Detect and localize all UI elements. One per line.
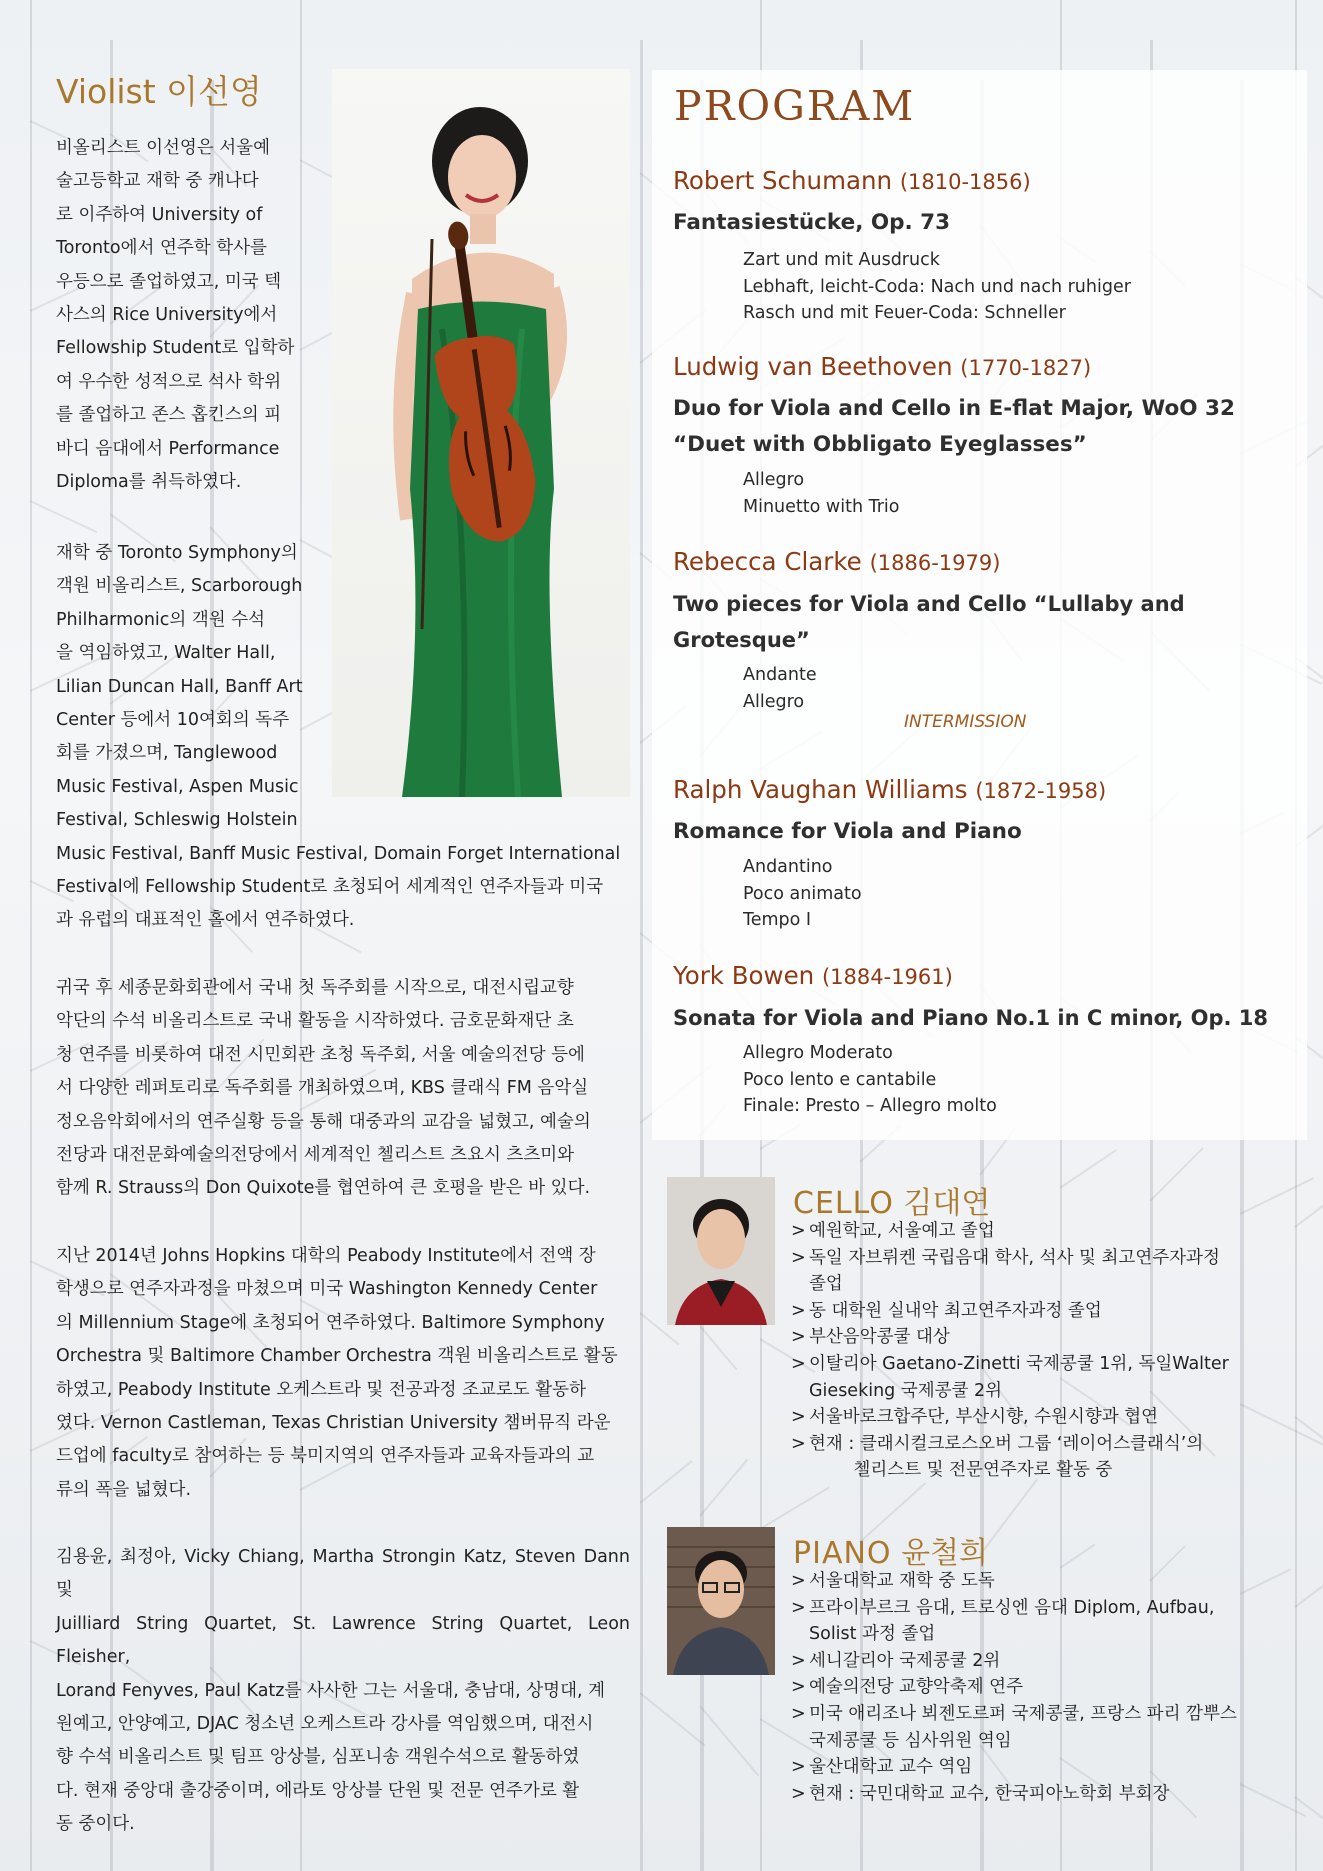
- bio-item-line: 국제콩쿨 등 심사위원 역임: [809, 1730, 1012, 1751]
- pianist-name: 윤철희: [901, 1536, 989, 1571]
- tree-branch: [699, 1325, 737, 1370]
- bio-line: 객원 비올리스트, Scarborough: [56, 576, 303, 597]
- bio-line: 정오음악회에서의 연주실황 등을 통해 대중과의 교감을 넓혔고, 예술의: [56, 1111, 591, 1132]
- violist-title: Violist 이선영: [56, 72, 262, 111]
- composer-line: [673, 166, 1131, 195]
- bio-line: 김용윤, 최정아, Vicky Chiang, Martha Strongin Katz, Steven Dann 및: [56, 1547, 630, 1601]
- composer-name: Rebecca Clarke: [673, 547, 862, 576]
- bio-item: [791, 1245, 1281, 1298]
- bio-item: [791, 1701, 1291, 1754]
- cellist-name: 김대연: [903, 1186, 991, 1221]
- bio-line: Lilian Duncan Hall, Banff Art: [56, 676, 303, 697]
- composer-years: (1810-1856): [899, 170, 1031, 194]
- bio-line: 청 연주를 비롯하여 대전 시민회관 초청 독주회, 서울 예술의전당 등에: [56, 1044, 585, 1065]
- tree-branch: [1294, 1568, 1323, 1608]
- tree-trunk: [30, 0, 32, 1871]
- bio-item-line: 졸업: [809, 1274, 843, 1295]
- bio-item-line: 현재 : 클래시컬크로스오버 그룹 ‘레이어스클래식’의: [809, 1433, 1204, 1454]
- bio-line: 로 이주하여 University of: [56, 204, 263, 225]
- bio-item: [791, 1218, 1281, 1245]
- bio-line: 술고등학교 재학 중 캐나다: [56, 171, 259, 192]
- bio-line: 비올리스트 이선영은 서울예: [56, 138, 270, 158]
- bio-paragraph-1: [56, 132, 312, 499]
- bio-line: Toronto에서 연주학 학사를: [56, 238, 267, 259]
- chevron-right-icon: >: [791, 1703, 806, 1724]
- bio-paragraph-3: [56, 972, 630, 1206]
- violist-portrait: [332, 69, 630, 797]
- bio-item-line: 예술의전당 교향악축제 연주: [809, 1677, 1023, 1698]
- work-title: Two pieces for Viola and Cello “Lullaby and Grotesque”: [673, 592, 1185, 652]
- movement: Lebhaft, leicht-Coda: Nach und nach ruhiger: [743, 276, 1131, 297]
- composer-name: York Bowen: [673, 961, 815, 990]
- bio-item: [791, 1674, 1291, 1701]
- bio-line: 지난 2014년 Johns Hopkins 대학의 Peabody Institute에서 전액 장: [56, 1246, 596, 1266]
- cellist-heading: [793, 1178, 990, 1222]
- bio-line: 함께 R. Strauss의 Don Quixote를 협연하여 큰 호평을 받은 바 있다.: [56, 1178, 591, 1199]
- bio-paragraph-2: [56, 537, 621, 938]
- bio-item-line: 프라이부르크 음대, 트로싱엔 음대 Diplom, Aufbau,: [809, 1597, 1215, 1618]
- work-title: Fantasiestücke, Op. 73: [673, 210, 951, 235]
- bio-line: 드업에 faculty로 참여하는 등 북미지역의 연주자들과 교육자들과의 교: [56, 1446, 595, 1467]
- work-title: Sonata for Viola and Piano No.1 in C minor, Op. 18: [673, 1006, 1269, 1030]
- bio-line: 을 역임하였고, Walter Hall,: [56, 643, 276, 664]
- bio-line: Juilliard String Quartet, St. Lawrence String Quartet, Leon Fleisher,: [56, 1613, 630, 1668]
- movement: Allegro: [743, 470, 805, 490]
- tree-branch: [639, 1460, 692, 1504]
- bio-item: [791, 1781, 1291, 1808]
- program-piece: [673, 775, 1106, 934]
- work-subtitle: “Duet with Obbligato Eyeglasses”: [673, 432, 1087, 457]
- bio-line: Orchestra 및 Baltimore Chamber Orchestra 객원 비올리스트로 활동: [56, 1346, 618, 1367]
- bio-line: 의 Millennium Stage에 초청되어 연주하였다. Baltimore Symphony: [56, 1312, 605, 1333]
- cellist-photo: [667, 1177, 775, 1325]
- bio-item: [791, 1324, 1281, 1351]
- bio-line: Center 등에서 10여회의 독주: [56, 710, 290, 731]
- pianist-bio-list: [791, 1568, 1291, 1807]
- chevron-right-icon: >: [791, 1327, 806, 1348]
- movement: Rasch und mit Feuer-Coda: Schneller: [743, 303, 1066, 323]
- bio-item: [791, 1431, 1281, 1484]
- bio-item-line: 예원학교, 서울예고 졸업: [809, 1221, 995, 1241]
- bio-line: 우등으로 졸업하였고, 미국 텍: [56, 271, 282, 292]
- chevron-right-icon: >: [791, 1757, 806, 1778]
- bio-line: 바디 음대에서 Performance: [56, 438, 280, 459]
- tree-branch: [1059, 1544, 1095, 1569]
- chevron-right-icon: >: [791, 1433, 806, 1454]
- bio-line: 다. 현재 중앙대 출강중이며, 에라토 앙상블 단원 및 전문 연주가로 활: [56, 1780, 580, 1801]
- composer-line: [673, 775, 1106, 804]
- movement: Andantino: [743, 857, 833, 877]
- bio-item: [791, 1595, 1291, 1648]
- bio-line: 원예고, 안양예고, DJAC 청소년 오케스트라 강사를 역임했으며, 대전시: [56, 1714, 594, 1735]
- composer-name: Robert Schumann: [673, 166, 893, 195]
- movement: Zart und mit Ausdruck: [743, 250, 940, 270]
- bio-item-line: 현재 : 국민대학교 교수, 한국피아노학회 부회장: [809, 1783, 1170, 1804]
- tree-branch: [30, 500, 98, 533]
- bio-line: 재학 중 Toronto Symphony의: [56, 543, 298, 563]
- piano-label: PIANO: [793, 1536, 892, 1571]
- chevron-right-icon: >: [791, 1353, 806, 1374]
- tree-branch: [1149, 1147, 1203, 1201]
- chevron-right-icon: >: [791, 1783, 806, 1804]
- bio-line: Fellowship Student로 입학하: [56, 338, 295, 359]
- chevron-right-icon: >: [791, 1597, 806, 1618]
- bio-line: Diploma를 취득하였다.: [56, 472, 242, 493]
- bio-line: Music Festival, Banff Music Festival, Domain Forget International: [56, 843, 621, 864]
- movement: Allegro Moderato: [743, 1043, 893, 1063]
- composer-name: Ludwig van Beethoven: [673, 352, 953, 381]
- composer-line: [673, 961, 1268, 990]
- bio-item-line: 부산음악콩쿨 대상: [809, 1327, 950, 1348]
- tree-branch: [979, 1479, 1038, 1556]
- bio-line: 동 중이다.: [56, 1814, 135, 1835]
- bio-item-line: 미국 애리조나 뵈젠도르퍼 국제콩쿨, 프랑스 파리 깜뿌스: [809, 1703, 1237, 1724]
- bio-item-line: 동 대학원 실내악 최고연주자과정 졸업: [809, 1300, 1102, 1321]
- program-piece: [673, 547, 1323, 715]
- composer-years: (1872-1958): [975, 779, 1107, 803]
- chevron-right-icon: >: [791, 1407, 806, 1428]
- bio-item-line: 서울바로크합주단, 부산시향, 수원시향과 협연: [809, 1407, 1159, 1428]
- movement: Andante: [743, 665, 817, 685]
- bio-item-line: 첼리스트 및 전문연주자로 활동 중: [809, 1460, 1113, 1481]
- bio-line: 전당과 대전문화예술의전당에서 세계적인 첼리스트 츠요시 츠츠미와: [56, 1145, 575, 1166]
- tree-branch: [1240, 1177, 1315, 1215]
- bio-line: 사스의 Rice University에서: [56, 305, 278, 326]
- bio-line: 를 졸업하고 존스 홉킨스의 피: [56, 405, 282, 426]
- program-piece: [673, 352, 1235, 520]
- movement: Minuetto with Trio: [743, 496, 900, 517]
- movement: Finale: Presto – Allegro molto: [743, 1096, 997, 1116]
- bio-line: 회를 가졌으며, Tanglewood: [56, 743, 278, 764]
- bio-line: Festival에 Fellowship Student로 초청되어 세계적인 연주자들과 미국: [56, 877, 604, 898]
- bio-line: 하였고, Peabody Institute 오케스트라 및 전공과정 조교로도 활동하: [56, 1379, 586, 1400]
- composer-line: [673, 352, 1235, 381]
- bio-item-line: 이탈리아 Gaetano-Zinetti 국제콩쿨 1위, 독일Walter: [809, 1353, 1229, 1374]
- bio-line: 여 우수한 성적으로 석사 학위: [56, 371, 282, 392]
- bio-item: [791, 1298, 1281, 1325]
- bio-line: 과 유럽의 대표적인 홀에서 연주하였다.: [56, 910, 355, 931]
- cellist-bio-list: [791, 1218, 1281, 1484]
- bio-line: 학생으로 연주자과정을 마쳤으며 미국 Washington Kennedy Center: [56, 1279, 598, 1300]
- movement: Poco animato: [743, 883, 862, 904]
- chevron-right-icon: >: [791, 1571, 806, 1591]
- composer-years: (1884-1961): [821, 965, 953, 989]
- program-title: PROGRAM: [674, 82, 916, 130]
- bio-line: Festival, Schleswig Holstein: [56, 810, 298, 831]
- bio-item-line: 서울대학교 재학 중 도독: [809, 1571, 995, 1591]
- program-piece: [673, 961, 1268, 1120]
- program-piece: [673, 166, 1131, 327]
- composer-line: [673, 547, 1323, 576]
- work-title: Duo for Viola and Cello in E-flat Major, WoO 32: [673, 396, 1235, 421]
- tree-trunk: [640, 40, 643, 1871]
- work-title: Romance for Viola and Piano: [673, 819, 1022, 844]
- bio-paragraph-4: [56, 1240, 630, 1507]
- tree-branch: [759, 1486, 829, 1529]
- intermission-label: INTERMISSION: [904, 712, 1027, 732]
- tree-branch: [699, 1705, 759, 1776]
- movement: Allegro: [743, 691, 805, 712]
- bio-line: 류의 폭을 넓혔다.: [56, 1479, 192, 1500]
- composer-years: (1886-1979): [869, 551, 1001, 575]
- bio-line: 악단의 수석 비올리스트로 국내 활동을 시작하였다. 금호문화재단 초: [56, 1011, 574, 1032]
- tree-branch: [639, 1692, 706, 1746]
- bio-line: 서 다양한 레퍼토리로 독주회를 개최하였으며, KBS 클래식 FM 음악실: [56, 1078, 589, 1099]
- bio-item: [791, 1754, 1291, 1781]
- bio-item-line: 세니갈리아 국제콩쿨 2위: [809, 1650, 1001, 1671]
- bio-paragraph-5: [56, 1541, 630, 1842]
- bio-line: 향 수석 비올리스트 및 팀프 앙상블, 심포니송 객원수석으로 활동하였: [56, 1747, 580, 1768]
- bio-item-line: Solist 과정 졸업: [809, 1624, 936, 1645]
- bio-line: 였다. Vernon Castleman, Texas Christian University 챔버뮤직 라운: [56, 1413, 611, 1434]
- bio-item: [791, 1404, 1281, 1431]
- bio-item-line: 울산대학교 교수 역임: [809, 1757, 973, 1778]
- chevron-right-icon: >: [791, 1221, 806, 1241]
- bio-line: Music Festival, Aspen Music: [56, 776, 299, 797]
- movement: Poco lento e cantabile: [743, 1069, 937, 1090]
- composer-name: Ralph Vaughan Williams: [673, 775, 968, 804]
- bio-item-line: Gieseking 국제콩쿨 2위: [809, 1380, 1003, 1401]
- chevron-right-icon: >: [791, 1650, 806, 1671]
- tree-branch: [1294, 1796, 1323, 1846]
- chevron-right-icon: >: [791, 1247, 806, 1268]
- bio-item: [791, 1351, 1281, 1404]
- bio-line: Lorand Fenyves, Paul Katz를 사사한 그는 서울대, 충남대, 상명대, 계: [56, 1680, 606, 1701]
- bio-item-line: 독일 자브뤼켄 국립음대 학사, 석사 및 최고연주자과정: [809, 1247, 1220, 1268]
- bio-item: [791, 1648, 1291, 1675]
- composer-years: (1770-1827): [960, 356, 1092, 380]
- pianist-heading: [793, 1528, 988, 1572]
- bio-line: Philharmonic의 객원 수석: [56, 609, 266, 630]
- chevron-right-icon: >: [791, 1300, 806, 1321]
- movement: Tempo I: [743, 910, 812, 930]
- tree-branch: [699, 1459, 748, 1517]
- cello-label: CELLO: [793, 1186, 894, 1221]
- bio-item: [791, 1568, 1291, 1595]
- pianist-photo: [667, 1527, 775, 1675]
- chevron-right-icon: >: [791, 1677, 806, 1698]
- tree-branch: [1059, 1149, 1116, 1189]
- bio-line: 귀국 후 세종문화회관에서 국내 첫 독주회를 시작으로, 대전시립교향: [56, 978, 574, 998]
